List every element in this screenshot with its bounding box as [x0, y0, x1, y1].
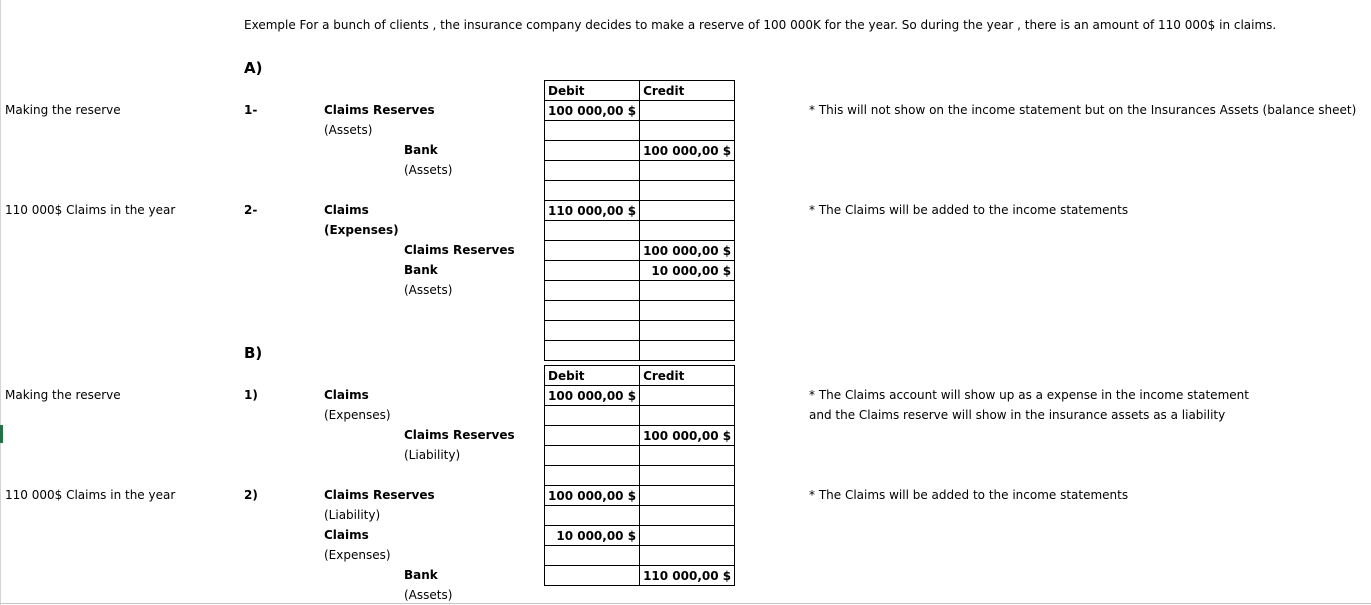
debit-header: Debit	[545, 81, 640, 101]
account-name: Claims Reserves	[404, 243, 515, 257]
debit-cell[interactable]	[545, 341, 640, 361]
credit-cell[interactable]: 100 000,00 $	[640, 141, 735, 161]
credit-cell[interactable]	[640, 466, 735, 486]
account-name: Claims Reserves	[324, 488, 435, 502]
table-row	[545, 566, 735, 586]
account-type: (Assets)	[404, 283, 453, 297]
table-row	[545, 426, 735, 446]
table-row	[545, 406, 735, 426]
debit-cell[interactable]	[545, 446, 640, 466]
credit-cell[interactable]	[640, 446, 735, 466]
debit-cell[interactable]	[545, 261, 640, 281]
table-row	[545, 386, 735, 406]
table-row	[545, 201, 735, 221]
account-type: (Assets)	[404, 163, 453, 177]
account-name: Bank	[404, 568, 438, 582]
account-name: Claims	[324, 203, 369, 217]
account-type: (Liability)	[324, 508, 381, 522]
table-row	[545, 261, 735, 281]
section-a-journal-table	[544, 80, 735, 361]
credit-header: Credit	[640, 366, 735, 386]
credit-header: Credit	[640, 81, 735, 101]
section-b-label-claims: 110 000$ Claims in the year	[5, 488, 176, 502]
debit-cell[interactable]	[545, 506, 640, 526]
table-header-row	[545, 366, 735, 386]
debit-cell[interactable]: 110 000,00 $	[545, 201, 640, 221]
section-b-note-2: * The Claims will be added to the income statements	[809, 488, 1129, 502]
credit-cell[interactable]	[640, 526, 735, 546]
debit-cell[interactable]	[545, 301, 640, 321]
section-b-step-2: 2)	[244, 488, 258, 502]
credit-cell[interactable]	[640, 406, 735, 426]
section-a-note-2: * The Claims will be added to the income statements	[809, 203, 1129, 217]
debit-cell[interactable]	[545, 321, 640, 341]
credit-cell[interactable]	[640, 121, 735, 141]
table-row	[545, 281, 735, 301]
table-row	[545, 546, 735, 566]
section-b-title: B)	[244, 344, 263, 362]
table-row	[545, 121, 735, 141]
sheet-bottom-border	[0, 603, 1371, 604]
debit-cell[interactable]	[545, 566, 640, 586]
section-a-label-reserve: Making the reserve	[5, 103, 121, 117]
debit-cell[interactable]	[545, 141, 640, 161]
table-row	[545, 526, 735, 546]
table-row	[545, 161, 735, 181]
credit-cell[interactable]	[640, 321, 735, 341]
intro-text: Exemple For a bunch of clients , the insurance company decides to make a reserve of 100 000K for the year. So during the year , there is an amount of 110 000$ in claims.	[244, 18, 1277, 32]
debit-cell[interactable]	[545, 221, 640, 241]
account-type: (Assets)	[404, 588, 453, 602]
table-row	[545, 241, 735, 261]
credit-cell[interactable]	[640, 161, 735, 181]
table-row	[545, 506, 735, 526]
credit-cell[interactable]	[640, 486, 735, 506]
debit-cell[interactable]	[545, 466, 640, 486]
credit-cell[interactable]: 110 000,00 $	[640, 566, 735, 586]
table-row	[545, 466, 735, 486]
section-a-title: A)	[244, 59, 263, 77]
credit-cell[interactable]	[640, 281, 735, 301]
credit-cell[interactable]	[640, 341, 735, 361]
account-type: (Expenses)	[324, 548, 391, 562]
debit-cell[interactable]: 10 000,00 $	[545, 526, 640, 546]
credit-cell[interactable]	[640, 101, 735, 121]
table-row	[545, 446, 735, 466]
account-name: Claims Reserves	[404, 428, 515, 442]
account-name: Bank	[404, 143, 438, 157]
debit-header: Debit	[545, 366, 640, 386]
account-name: Bank	[404, 263, 438, 277]
credit-cell[interactable]: 100 000,00 $	[640, 241, 735, 261]
credit-cell[interactable]	[640, 546, 735, 566]
table-row	[545, 321, 735, 341]
section-b-note-1b: and the Claims reserve will show in the insurance assets as a liability	[809, 408, 1226, 422]
table-row	[545, 181, 735, 201]
account-name: Claims	[324, 388, 369, 402]
section-a-label-claims: 110 000$ Claims in the year	[5, 203, 176, 217]
table-row	[545, 301, 735, 321]
table-header-row	[545, 81, 735, 101]
credit-cell[interactable]	[640, 221, 735, 241]
table-row	[545, 101, 735, 121]
section-a-step-1: 1-	[244, 103, 258, 117]
table-row	[545, 221, 735, 241]
credit-cell[interactable]	[640, 201, 735, 221]
account-type: (Expenses)	[324, 223, 399, 237]
table-row	[545, 486, 735, 506]
section-a-note-1: * This will not show on the income statement but on the Insurances Assets (balance sheet)	[809, 103, 1357, 117]
section-b-label-reserve: Making the reserve	[5, 388, 121, 402]
debit-cell[interactable]	[545, 281, 640, 301]
debit-cell[interactable]	[545, 426, 640, 446]
debit-cell[interactable]: 100 000,00 $	[545, 101, 640, 121]
account-type: (Liability)	[404, 448, 461, 462]
debit-cell[interactable]: 100 000,00 $	[545, 486, 640, 506]
row-selection-marker	[0, 425, 3, 443]
account-name: Claims Reserves	[324, 103, 435, 117]
debit-cell[interactable]	[545, 241, 640, 261]
credit-cell[interactable]: 100 000,00 $	[640, 426, 735, 446]
debit-cell[interactable]: 100 000,00 $	[545, 386, 640, 406]
debit-cell[interactable]	[545, 181, 640, 201]
credit-cell[interactable]	[640, 181, 735, 201]
table-row	[545, 341, 735, 361]
credit-cell[interactable]	[640, 506, 735, 526]
table-row	[545, 141, 735, 161]
debit-cell[interactable]	[545, 161, 640, 181]
debit-cell[interactable]	[545, 546, 640, 566]
debit-cell[interactable]	[545, 121, 640, 141]
credit-cell[interactable]: 10 000,00 $	[640, 261, 735, 281]
section-b-journal-table	[544, 365, 735, 586]
section-a-step-2: 2-	[244, 203, 258, 217]
section-b-step-1: 1)	[244, 388, 258, 402]
account-type: (Assets)	[324, 123, 373, 137]
debit-cell[interactable]	[545, 406, 640, 426]
account-name: Claims	[324, 528, 369, 542]
sheet-left-edge	[0, 0, 1, 605]
section-b-note-1a: * The Claims account will show up as a expense in the income statement	[809, 388, 1249, 402]
credit-cell[interactable]	[640, 301, 735, 321]
account-type: (Expenses)	[324, 408, 391, 422]
credit-cell[interactable]	[640, 386, 735, 406]
